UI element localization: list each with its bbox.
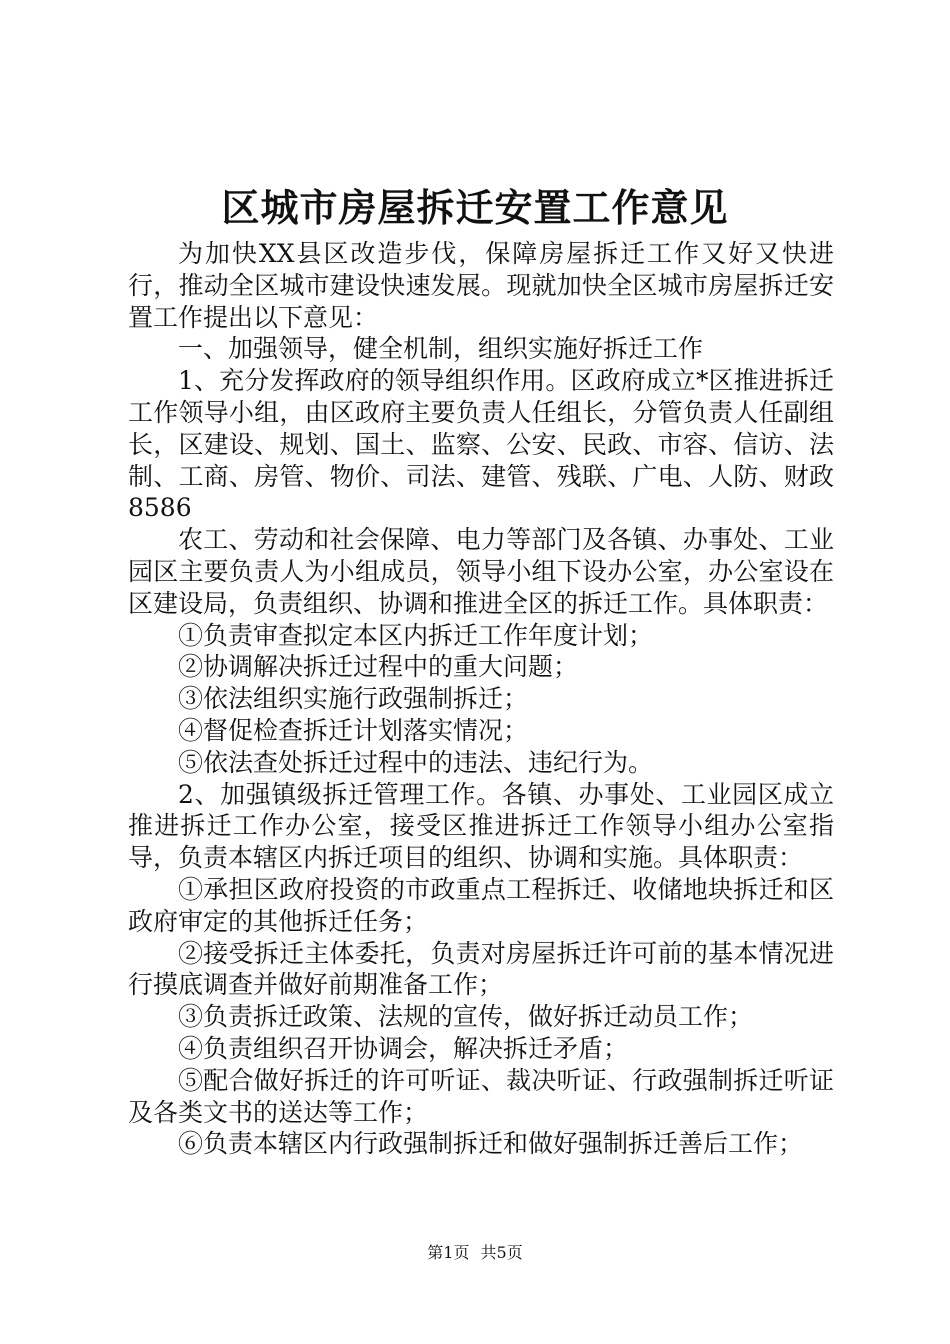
document-body bbox=[128, 238, 834, 1160]
list-item: ⑤配合做好拆迁的许可听证、裁决听证、行政强制拆迁听证及各类文书的送达等工作； bbox=[128, 1065, 834, 1127]
document-title: 区城市房屋拆迁安置工作意见 bbox=[221, 185, 729, 230]
list-item: ①承担区政府投资的市政重点工程拆迁、收储地块拆迁和区政府审定的其他拆迁任务； bbox=[128, 874, 834, 936]
list-item: ⑥负责本辖区内行政强制拆迁和做好强制拆迁善后工作； bbox=[178, 1129, 804, 1159]
paragraph: 2、加强镇级拆迁管理工作。各镇、办事处、工业园区成立推进拆迁工作办公室，接受区推进拆迁工作领导小组办公室指导，负责本辖区内拆迁项目的组织、协调和实施。具体职责： bbox=[128, 779, 834, 873]
page-total: 共5页 bbox=[480, 1243, 523, 1262]
list-item: ③依法组织实施行政强制拆迁； bbox=[178, 684, 529, 714]
page-footer bbox=[0, 1242, 950, 1264]
paragraph: 为加快XX县区改造步伐，保障房屋拆迁工作又好又快进行，推动全区城市建设快速发展。现就加快全区城市房屋拆迁安置工作提出以下意见： bbox=[128, 239, 834, 332]
list-item: ④负责组织召开协调会，解决拆迁矛盾； bbox=[178, 1033, 629, 1063]
list-item: ③负责拆迁政策、法规的宣传，做好拆迁动员工作； bbox=[178, 1002, 754, 1032]
section-heading: 一、加强领导，健全机制，组织实施好拆迁工作 bbox=[178, 334, 704, 364]
list-item: ⑤依法查处拆迁过程中的违法、违纪行为。 bbox=[178, 747, 654, 777]
list-item: ④督促检查拆迁计划落实情况； bbox=[178, 715, 529, 745]
paragraph: 1、充分发挥政府的领导组织作用。区政府成立*区推进拆迁工作领导小组，由区政府主要负责人任组长，分管负责人任副组长，区建设、规划、国土、监察、公安、民政、市容、信访、法制、工商、房管、物价、司法、建管、残联、广电、人防、财政8586 bbox=[128, 366, 834, 523]
page-number: 第1页 bbox=[427, 1243, 470, 1262]
list-item: ②接受拆迁主体委托，负责对房屋拆迁许可前的基本情况进行摸底调查并做好前期准备工作； bbox=[128, 938, 834, 1000]
list-item: ①负责审查拟定本区内拆迁工作年度计划； bbox=[178, 620, 654, 650]
paragraph: 农工、劳动和社会保障、电力等部门及各镇、办事处、工业园区主要负责人为小组成员，领导小组下设办公室，办公室设在区建设局，负责组织、协调和推进全区的拆迁工作。具体职责： bbox=[128, 525, 834, 618]
list-item: ②协调解决拆迁过程中的重大问题； bbox=[178, 652, 579, 682]
